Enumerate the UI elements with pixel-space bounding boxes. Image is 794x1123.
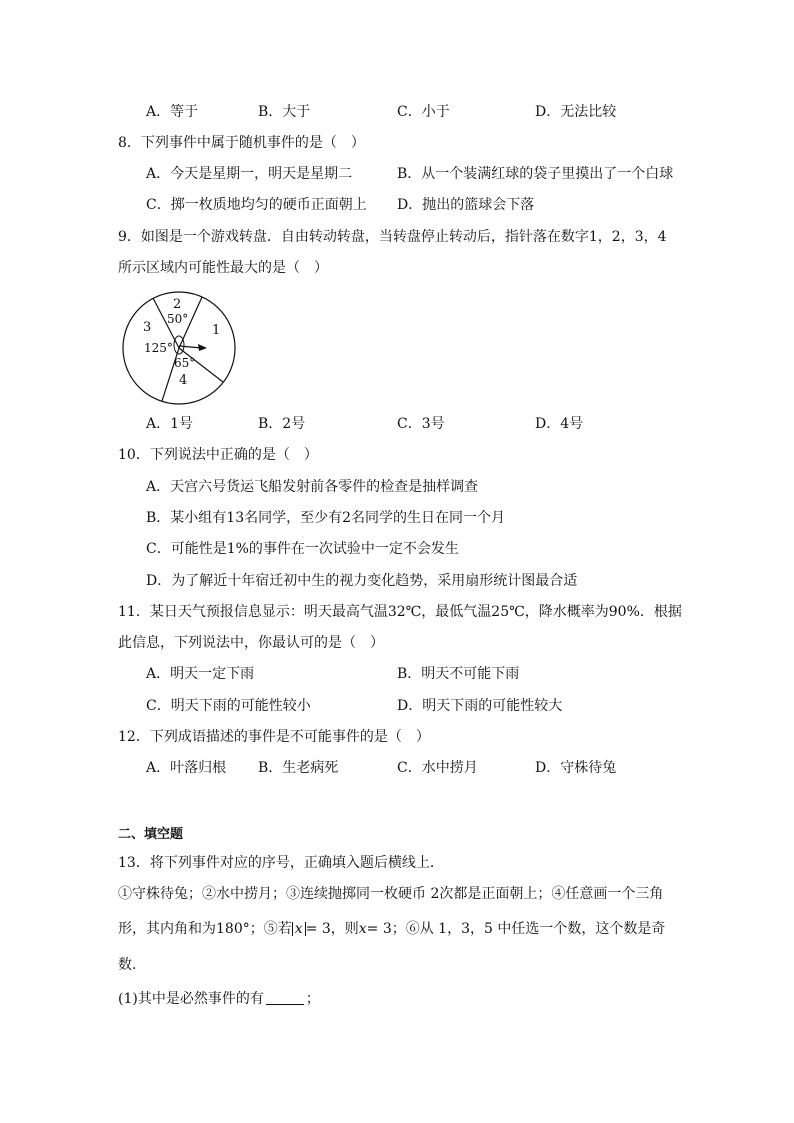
q9-stem-line1: 9．如图是一个游戏转盘．自由转动转盘，当转盘停止转动后，指针落在数字1，2，3，4 bbox=[118, 229, 667, 245]
q12-option-d: D．守株待兔 bbox=[535, 760, 617, 776]
q13-line2-part-a: 形，其内角和为180°；⑤若 bbox=[118, 921, 292, 937]
q13-line2-part-b: = 3，则 bbox=[305, 921, 359, 937]
sector-label-2: 2 bbox=[173, 297, 182, 312]
variable-x: x bbox=[358, 921, 367, 937]
q10-stem: 10．下列说法中正确的是（ ） bbox=[118, 447, 318, 463]
q8-option-d: D．抛出的篮球会下落 bbox=[397, 197, 535, 213]
q7-option-b: B．大于 bbox=[258, 104, 311, 120]
angle-label-125: 125° bbox=[144, 341, 173, 355]
q8-stem: 8．下列事件中属于随机事件的是（ ） bbox=[118, 135, 365, 151]
section-title-fill-in: 二、填空题 bbox=[118, 827, 184, 842]
sector-label-3: 3 bbox=[143, 320, 152, 335]
q13-sub1 bbox=[118, 990, 320, 1008]
q10-option-b: B．某小组有13名同学，至少有2名同学的生日在同一个月 bbox=[146, 510, 506, 526]
q7-option-c: C．小于 bbox=[397, 104, 450, 120]
q13-line2-part-c: = 3；⑥从 1，3，5 中任选一个数，这个数是奇 bbox=[366, 921, 666, 937]
q11-option-d: D．明天下雨的可能性较大 bbox=[397, 698, 563, 714]
q8-option-a: A．今天是星期一，明天是星期二 bbox=[146, 166, 353, 182]
q13-sub1-end: ； bbox=[305, 991, 320, 1007]
q7-option-a: A．等于 bbox=[146, 104, 199, 120]
sector-label-4: 4 bbox=[179, 373, 188, 388]
angle-label-65: 65° bbox=[174, 356, 196, 370]
spinner-figure bbox=[120, 288, 242, 406]
q9-option-a: A．1号 bbox=[146, 416, 194, 432]
q12-stem: 12．下列成语描述的事件是不可能事件的是（ ） bbox=[118, 729, 430, 745]
q12-option-a: A．叶落归根 bbox=[146, 760, 227, 776]
angle-label-50: 50° bbox=[167, 312, 189, 326]
q9-option-c: C．3号 bbox=[397, 416, 445, 432]
spinner-pointer-head bbox=[198, 344, 207, 351]
q10-option-c: C．可能性是1%的事件在一次试验中一定不会发生 bbox=[146, 541, 459, 557]
q12-option-b: B．生老病死 bbox=[258, 760, 339, 776]
q13-events-line3: 数． bbox=[118, 957, 146, 973]
q13-sub1-text: (1)其中是必然事件的有 bbox=[118, 991, 264, 1007]
q11-option-b: B．明天不可能下雨 bbox=[397, 666, 520, 682]
q9-option-d: D．4号 bbox=[535, 416, 584, 432]
q9-option-b: B．2号 bbox=[258, 416, 306, 432]
q12-option-c: C．水中捞月 bbox=[397, 760, 478, 776]
spinner-angle-arc bbox=[174, 336, 184, 354]
q13-events-line2 bbox=[118, 920, 665, 938]
abs-x-expression: x bbox=[292, 922, 306, 936]
q10-option-a: A．天宫六号货运飞船发射前各零件的检查是抽样调查 bbox=[146, 479, 479, 495]
q11-stem-line2: 此信息，下列说法中，你最认可的是（ ） bbox=[118, 635, 384, 651]
q11-option-c: C．明天下雨的可能性较小 bbox=[146, 698, 311, 714]
q8-option-c: C．掷一枚质地均匀的硬币正面朝上 bbox=[146, 197, 367, 213]
q9-stem-line2: 所示区域内可能性最大的是（ ） bbox=[118, 260, 328, 276]
q13-stem: 13．将下列事件对应的序号，正确填入题后横线上． bbox=[118, 855, 444, 871]
sector-label-1: 1 bbox=[212, 323, 221, 338]
q13-events-line1: ①守株待兔；②水中捞月；③连续抛掷同一枚硬币 2次都是正面朝上；④任意画一个三角 bbox=[118, 886, 664, 902]
q11-option-a: A．明天一定下雨 bbox=[146, 666, 255, 682]
q8-option-b: B．从一个装满红球的袋子里摸出了一个白球 bbox=[397, 166, 674, 182]
q11-stem-line1: 11．某日天气预报信息显示：明天最高气温32℃，最低气温25℃，降水概率为90%．根据 bbox=[118, 604, 682, 620]
q10-option-d: D．为了解近十年宿迁初中生的视力变化趋势，采用扇形统计图最合适 bbox=[146, 573, 578, 589]
answer-blank-1[interactable] bbox=[266, 990, 304, 1005]
q7-option-d: D．无法比较 bbox=[535, 104, 617, 120]
